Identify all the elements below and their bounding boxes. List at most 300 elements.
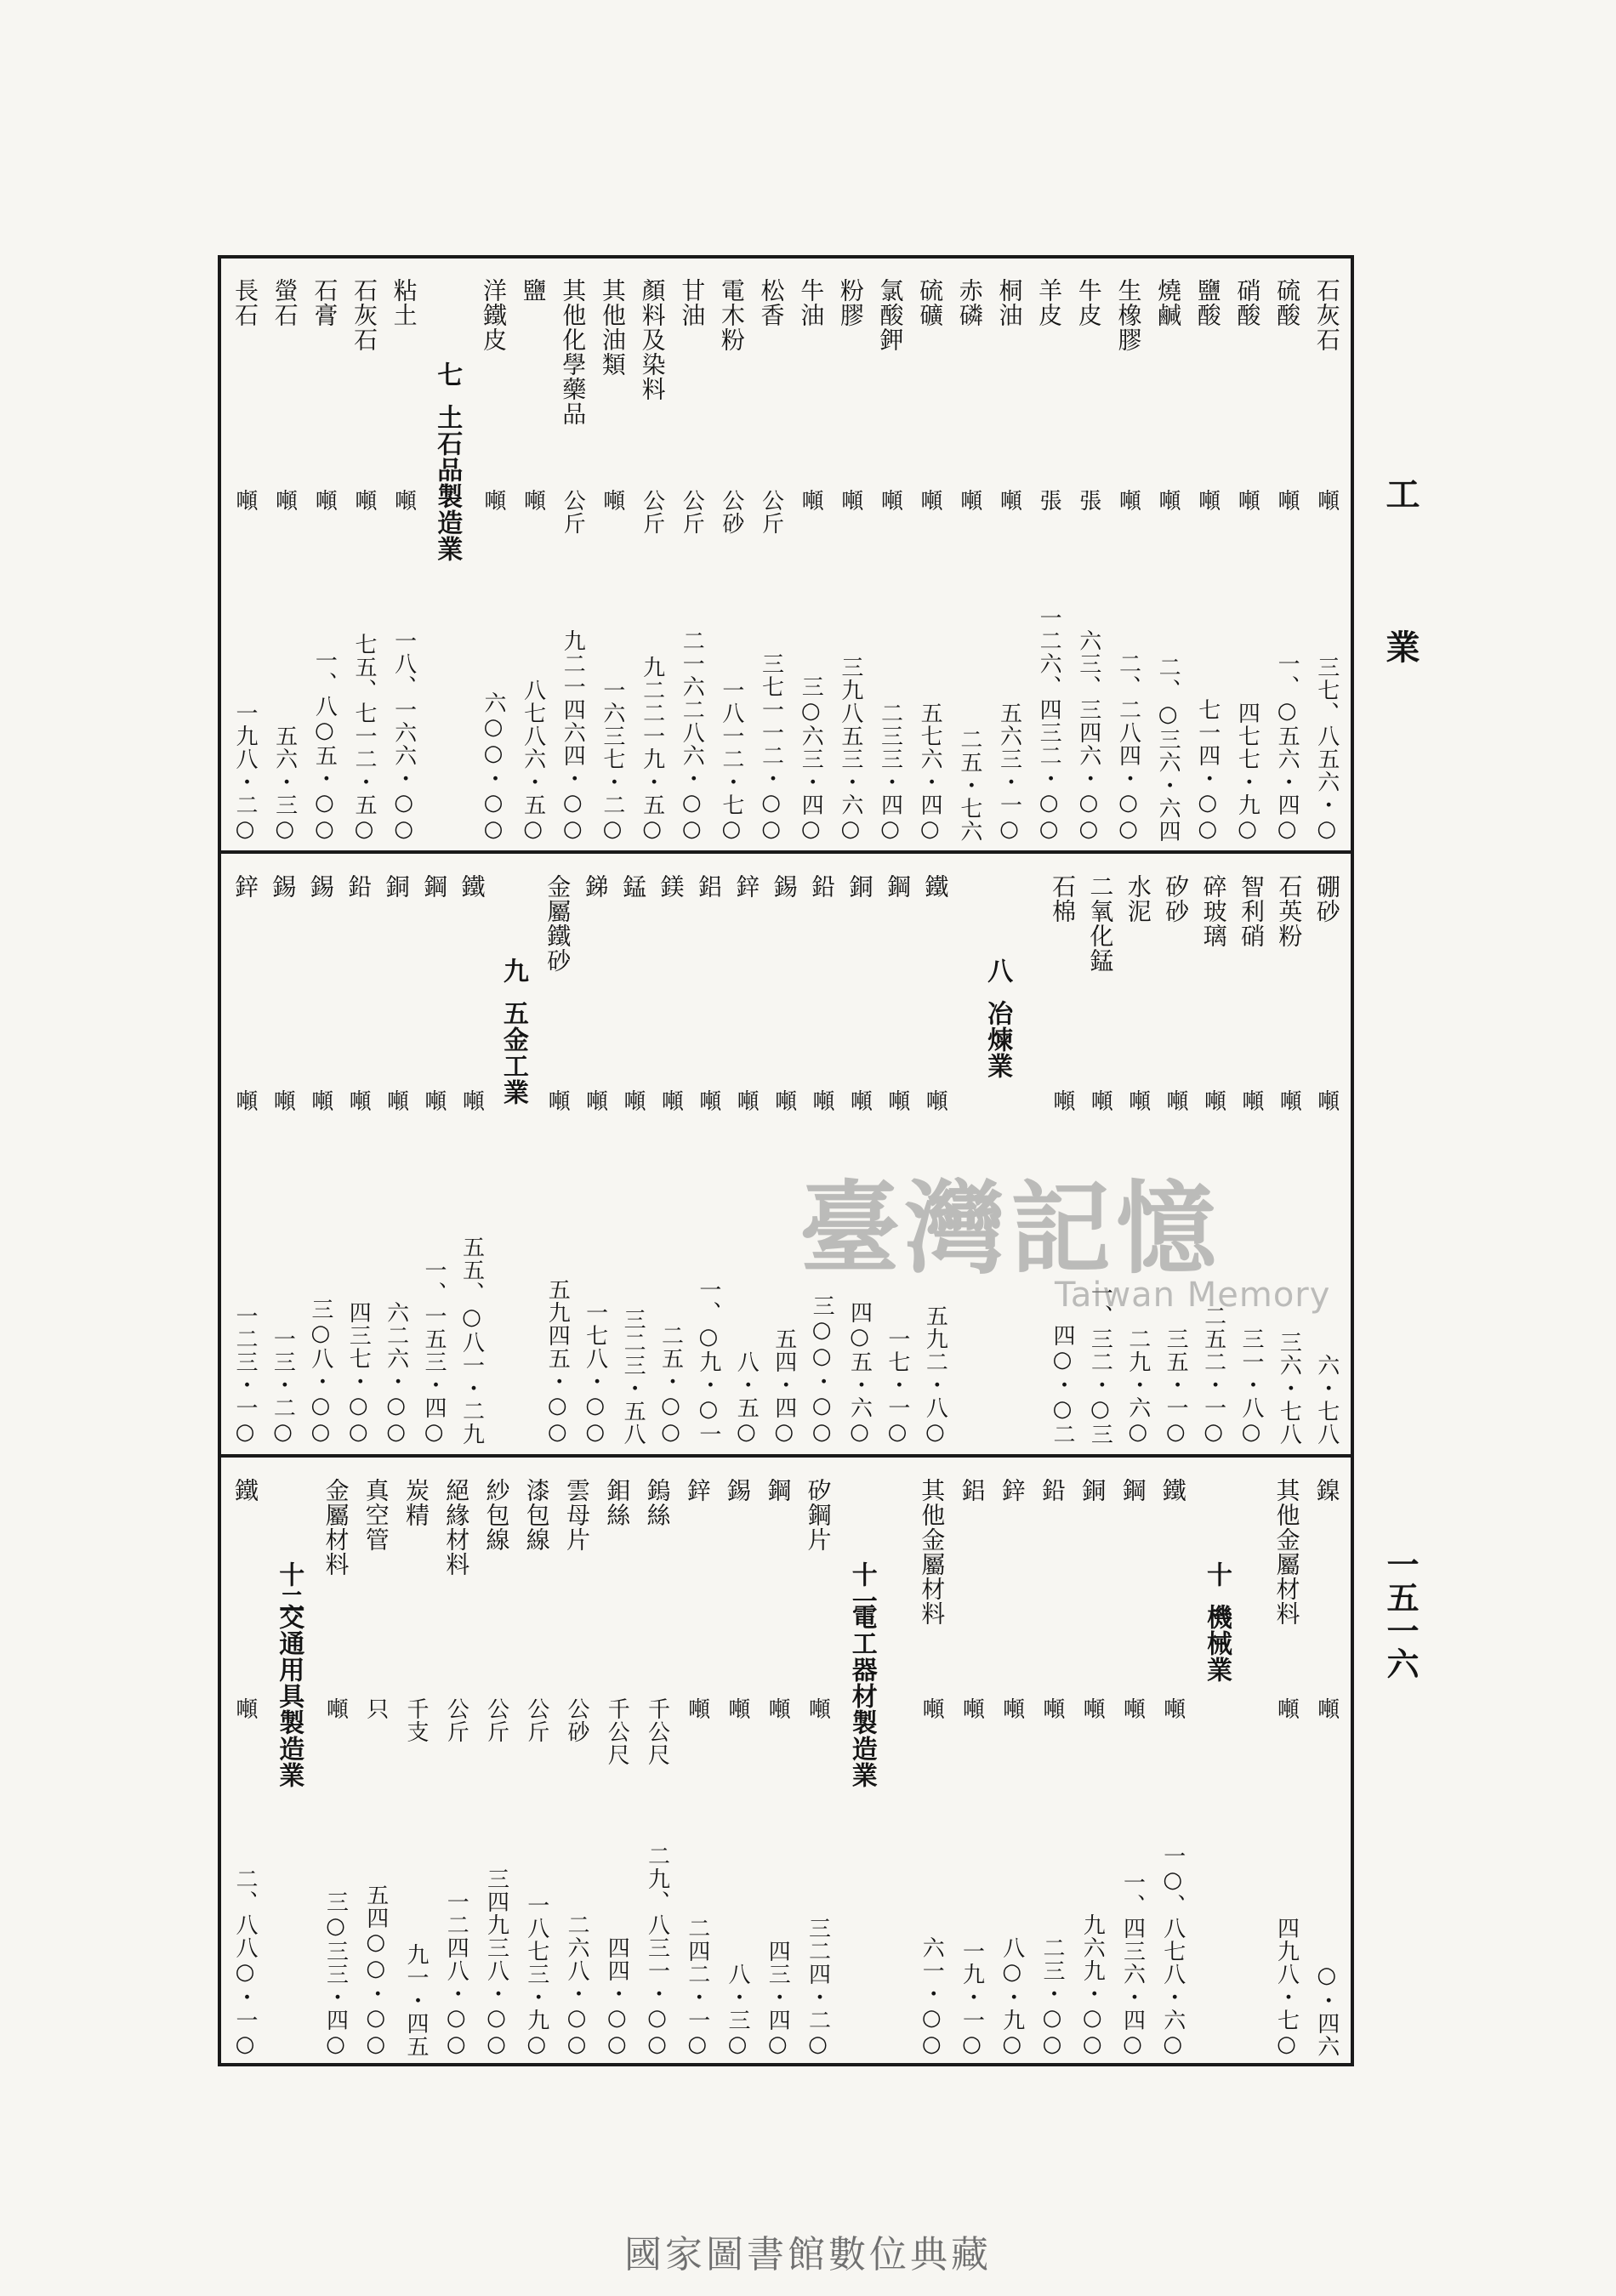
- material-name: 粉膠: [836, 278, 865, 327]
- quantity-value: 二、二八四・○○: [1115, 652, 1141, 843]
- section-title: 電工器材製造業: [846, 1604, 877, 1788]
- unit-label: 噸: [345, 1089, 372, 1112]
- table-row: [754, 259, 788, 848]
- watermark-cjk: 臺灣記憶: [799, 1169, 1222, 1287]
- material-name: 紗包線: [482, 1478, 511, 1552]
- quantity-value: 一二六、四三二・○○: [1036, 606, 1062, 843]
- table-row: [1197, 855, 1231, 1451]
- unit-label: 噸: [771, 1089, 797, 1112]
- table-row: [228, 259, 262, 848]
- quantity-value: 四○五・六○: [846, 1301, 873, 1446]
- unit-label: 噸: [1155, 489, 1181, 512]
- unit-label: 千支: [403, 1697, 429, 1743]
- quantity-value: 一、八○五・○○: [311, 649, 338, 843]
- material-name: 羊皮: [1035, 278, 1064, 327]
- quantity-value: 二五・○○: [657, 1324, 684, 1446]
- table-row: [995, 1459, 1029, 2063]
- unit-label: 噸: [1163, 1089, 1189, 1112]
- quantity-value: 三五・一○: [1163, 1327, 1189, 1446]
- quantity-value: 一八一二・七○: [718, 679, 744, 843]
- table-row: [680, 1459, 714, 2063]
- section-heading: [492, 855, 537, 1451]
- unit-label: 噸: [271, 489, 298, 512]
- material-name: 鐵: [921, 874, 950, 899]
- quantity-value: 五九二・八○: [922, 1304, 948, 1446]
- material-name: 矽砂: [1162, 874, 1191, 924]
- unit-label: 噸: [1313, 1697, 1340, 1720]
- quantity-value: 一八七三・九○: [523, 1894, 549, 2058]
- unit-label: 噸: [1194, 489, 1221, 512]
- table-row: [1270, 259, 1304, 848]
- unit-label: 噸: [1087, 1089, 1113, 1112]
- quantity-value: 二三三・四○: [877, 702, 903, 843]
- table-row: [439, 1459, 473, 2063]
- section-heading: [1196, 1459, 1240, 2063]
- table-row: [805, 855, 839, 1451]
- table-row: [918, 855, 952, 1451]
- material-name: 雲母片: [563, 1478, 591, 1552]
- quantity-value: 七五、七一二・五○: [350, 633, 377, 843]
- table-row: [1272, 855, 1306, 1451]
- table-row: [1158, 855, 1192, 1451]
- section-heading: [268, 1459, 312, 2063]
- unit-label: 噸: [1115, 489, 1141, 512]
- unit-label: 噸: [322, 1697, 349, 1720]
- category-label-top: 工: [1380, 476, 1420, 511]
- quantity-value: 三六・七八: [1276, 1331, 1302, 1446]
- unit-label: 噸: [232, 1697, 258, 1720]
- table-row: [520, 1459, 554, 2063]
- unit-label: 噸: [1200, 1089, 1226, 1112]
- table-row: [454, 855, 488, 1451]
- material-name: 硫酸: [1273, 278, 1302, 327]
- table-row: [595, 259, 629, 848]
- material-name: 螢石: [270, 278, 299, 327]
- unit-label: 公斤: [483, 1697, 509, 1743]
- table-row: [359, 1459, 393, 2063]
- unit-label: 噸: [232, 489, 258, 512]
- unit-label: 噸: [582, 1089, 608, 1112]
- unit-label: 噸: [390, 489, 417, 512]
- material-name: 粘土: [390, 278, 418, 327]
- watermark-en: Taiwan Memory: [1055, 1276, 1331, 1315]
- panel-bottom: [228, 1459, 1344, 2063]
- section-title: 交通用具製造業: [274, 1604, 304, 1788]
- unit-label: 噸: [620, 1089, 646, 1112]
- category-label-bottom: 業: [1380, 629, 1420, 664]
- quantity-value: 一、四三六・四○: [1119, 1871, 1146, 2058]
- material-name: 石棉: [1048, 874, 1077, 924]
- unit-label: 噸: [846, 1089, 873, 1112]
- unit-label: 噸: [1273, 1697, 1300, 1720]
- quantity-value: 二九、八三一・○○: [644, 1844, 670, 2058]
- table-row: [653, 855, 687, 1451]
- material-name: 硼砂: [1312, 874, 1341, 924]
- quantity-value: 九六九・○○: [1079, 1913, 1106, 2058]
- table-row: [729, 855, 763, 1451]
- material-name: 鹽酸: [1193, 278, 1222, 327]
- material-name: 石英粉: [1275, 874, 1304, 948]
- table-row: [480, 1459, 514, 2063]
- unit-label: 噸: [307, 1089, 333, 1112]
- table-row: [1270, 1459, 1304, 2063]
- quantity-value: 二、八八○・一○: [232, 1867, 258, 2058]
- table-row: [228, 855, 262, 1451]
- quantity-value: 一、三二・○三: [1087, 1282, 1113, 1446]
- section-number: 十: [1202, 1561, 1232, 1588]
- quantity-value: 一七八・○○: [582, 1301, 608, 1446]
- table-row: [319, 1459, 353, 2063]
- quantity-value: 一六三七・二○: [599, 679, 625, 843]
- material-name: 漆包線: [522, 1478, 551, 1552]
- material-name: 牛皮: [1074, 278, 1103, 327]
- panel-divider: [218, 850, 1354, 854]
- material-name: 鉛: [808, 874, 837, 899]
- unit-label: 張: [1036, 489, 1062, 512]
- material-name: 顏料及染料: [638, 278, 667, 401]
- unit-label: 噸: [809, 1089, 835, 1112]
- panel-divider: [218, 1454, 1354, 1458]
- material-name: 鋁: [958, 1478, 987, 1503]
- section-number: 八: [982, 958, 1013, 984]
- unit-label: 噸: [270, 1089, 296, 1112]
- unit-label: 公砂: [564, 1697, 589, 1743]
- quantity-value: 二九・六○: [1124, 1327, 1151, 1446]
- unit-label: 噸: [733, 1089, 760, 1112]
- unit-label: 噸: [1313, 1089, 1340, 1112]
- quantity-value: 六三、三四六・○○: [1075, 629, 1101, 843]
- unit-label: 公斤: [758, 489, 784, 535]
- quantity-value: 五七六・四○: [917, 702, 943, 843]
- quantity-value: 一九・一○: [959, 1940, 985, 2058]
- section-number: 十一: [846, 1561, 877, 1614]
- table-row: [794, 259, 828, 848]
- table-row: [560, 1459, 594, 2063]
- material-name: 其他油類: [598, 278, 627, 377]
- quantity-value: 二一六二八六・○○: [679, 629, 705, 843]
- table-row: [379, 855, 413, 1451]
- quantity-value: 七一四・○○: [1194, 698, 1221, 843]
- table-row: [1075, 1459, 1109, 2063]
- table-row: [399, 1459, 433, 2063]
- quantity-value: 一七・一○: [884, 1327, 910, 1446]
- quantity-value: 五四・四○: [771, 1327, 797, 1446]
- quantity-value: 三二三・五八: [620, 1308, 646, 1446]
- material-name: 鎂: [657, 874, 686, 899]
- unit-label: 噸: [877, 489, 903, 512]
- quantity-value: 三四九三八・○○: [483, 1867, 509, 2058]
- quantity-value: 六○○・○○: [480, 691, 506, 843]
- table-row: [1116, 1459, 1150, 2063]
- quantity-value: 一九八・二○: [232, 702, 258, 843]
- unit-label: 噸: [917, 489, 943, 512]
- unit-label: 噸: [684, 1697, 710, 1720]
- material-name: 鉛: [1038, 1478, 1067, 1503]
- table-row: [1151, 259, 1185, 848]
- unit-label: 噸: [798, 489, 824, 512]
- unit-label: 公斤: [560, 489, 586, 535]
- material-name: 鹽: [519, 278, 548, 303]
- material-name: 鋅: [998, 1478, 1027, 1503]
- material-name: 絕緣材料: [442, 1478, 471, 1577]
- section-title: 機械業: [1202, 1604, 1232, 1683]
- table-row: [1035, 1459, 1069, 2063]
- table-row: [880, 855, 914, 1451]
- quantity-value: 三九八五三・六○: [837, 656, 863, 843]
- material-name: 錫: [269, 874, 298, 899]
- material-name: 錫: [306, 874, 335, 899]
- section-title: 五金工業: [498, 1000, 528, 1105]
- section-number: 十二: [274, 1561, 304, 1614]
- quantity-value: 五九四五・○○: [544, 1278, 571, 1446]
- quantity-value: ○・四六: [1313, 1963, 1340, 2058]
- unit-label: 噸: [884, 1089, 910, 1112]
- section-heading: [976, 855, 1021, 1451]
- table-row: [635, 259, 669, 848]
- quantity-value: 九二一四六四・○○: [560, 629, 586, 843]
- panel-top: [228, 259, 1344, 848]
- material-name: 氯酸鉀: [876, 278, 905, 352]
- material-name: 其他化學藥品: [559, 278, 588, 426]
- unit-label: 張: [1075, 489, 1101, 512]
- material-name: 鉛: [344, 874, 373, 899]
- quantity-value: 一三・二○: [270, 1327, 296, 1446]
- unit-label: 噸: [1276, 1089, 1302, 1112]
- table-row: [714, 259, 748, 848]
- quantity-value: 三○○・○○: [809, 1294, 835, 1446]
- table-row: [341, 855, 375, 1451]
- table-row: [1310, 1459, 1344, 2063]
- material-name: 鋅: [231, 874, 259, 899]
- material-name: 鋼: [420, 874, 449, 899]
- unit-label: 只: [362, 1697, 389, 1720]
- unit-label: 噸: [837, 489, 863, 512]
- quantity-value: 三七一一二・○○: [758, 652, 784, 843]
- table-row: [1083, 855, 1117, 1451]
- quantity-value: 五五、○八一・二九: [458, 1236, 485, 1446]
- unit-label: 噸: [1039, 1697, 1065, 1720]
- table-row: [720, 1459, 754, 2063]
- quantity-value: 九二二一九・五○: [639, 656, 665, 843]
- material-name: 鋼: [1118, 1478, 1147, 1503]
- table-row: [1310, 259, 1344, 848]
- material-name: 鋼: [883, 874, 912, 899]
- table-row: [1230, 259, 1264, 848]
- material-name: 炭精: [402, 1478, 430, 1527]
- table-row: [992, 259, 1026, 848]
- material-name: 硝酸: [1233, 278, 1262, 327]
- unit-label: 噸: [1274, 489, 1300, 512]
- table-row: [555, 259, 589, 848]
- table-row: [1121, 855, 1155, 1451]
- material-name: 銅: [382, 874, 411, 899]
- table-row: [953, 259, 987, 848]
- quantity-value: 四三・四○: [765, 1940, 791, 2058]
- table-row: [955, 1459, 989, 2063]
- quantity-value: 三○八・○○: [307, 1298, 333, 1446]
- table-row: [843, 855, 877, 1451]
- material-name: 牛油: [797, 278, 826, 327]
- quantity-value: 八七八六・五○: [520, 679, 546, 843]
- table-row: [801, 1459, 835, 2063]
- material-name: 錫: [770, 874, 799, 899]
- material-name: 矽鋼片: [804, 1478, 833, 1552]
- unit-label: 公斤: [443, 1697, 469, 1743]
- material-name: 甘油: [678, 278, 707, 327]
- unit-label: 公斤: [523, 1697, 549, 1743]
- unit-label: 噸: [805, 1697, 831, 1720]
- material-name: 銅: [1078, 1478, 1107, 1503]
- table-row: [1191, 259, 1225, 848]
- table-row: [265, 855, 299, 1451]
- material-name: 長石: [231, 278, 259, 327]
- unit-label: 噸: [956, 489, 982, 512]
- quantity-value: 三二四・二○: [805, 1917, 831, 2058]
- quantity-value: 一二四八・○○: [443, 1890, 469, 2058]
- table-row: [387, 259, 421, 848]
- column-spacer: [956, 855, 973, 1451]
- unit-label: 噸: [1159, 1697, 1186, 1720]
- unit-label: 噸: [765, 1697, 791, 1720]
- unit-label: 噸: [657, 1089, 684, 1112]
- quantity-value: 一、○九・○一: [695, 1278, 721, 1446]
- quantity-value: 二、○三六・六四: [1155, 656, 1181, 843]
- quantity-value: 四七七・九○: [1234, 702, 1260, 843]
- material-name: 石膏: [310, 278, 339, 327]
- material-name: 鋁: [694, 874, 723, 899]
- material-name: 松香: [757, 278, 786, 327]
- section-number: 七: [432, 361, 463, 388]
- quantity-value: 三七、八五六・○: [1313, 656, 1340, 843]
- section-number: 九: [498, 958, 528, 984]
- material-name: 鐵: [1158, 1478, 1187, 1503]
- quantity-value: 四九八・七○: [1273, 1917, 1300, 2058]
- table-row: [347, 259, 381, 848]
- quantity-value: 二五・七六: [956, 728, 982, 843]
- table-row: [913, 259, 947, 848]
- material-name: 石灰石: [1312, 278, 1341, 352]
- material-name: 電木粉: [717, 278, 746, 352]
- quantity-value: 八・三○: [725, 1963, 750, 2058]
- table-row: [1310, 855, 1344, 1451]
- material-name: 鉬絲: [603, 1478, 632, 1527]
- unit-label: 噸: [544, 1089, 571, 1112]
- unit-label: 公斤: [639, 489, 665, 535]
- material-name: 智利硝: [1237, 874, 1266, 948]
- material-name: 銻: [581, 874, 610, 899]
- material-name: 桐油: [995, 278, 1024, 327]
- material-name: 鋅: [732, 874, 761, 899]
- material-name: 碎玻璃: [1199, 874, 1228, 948]
- quantity-value: 五四○○・○○: [362, 1884, 389, 2058]
- material-name: 其他金屬材料: [918, 1478, 947, 1626]
- unit-label: 噸: [520, 489, 546, 512]
- unit-label: 噸: [1234, 489, 1260, 512]
- table-row: [914, 1459, 948, 2063]
- material-name: 鋅: [683, 1478, 712, 1503]
- table-row: [304, 855, 338, 1451]
- section-heading: [426, 259, 470, 848]
- section-heading: [841, 1459, 885, 2063]
- unit-label: 噸: [458, 1089, 485, 1112]
- quantity-value: 二五二・一○: [1200, 1304, 1226, 1446]
- quantity-value: 五六・三○: [271, 725, 298, 843]
- table-row: [307, 259, 341, 848]
- column-spacer: [891, 1459, 908, 2063]
- material-name: 銅: [845, 874, 874, 899]
- unit-label: 噸: [725, 1697, 750, 1720]
- unit-label: 公砂: [718, 489, 744, 535]
- quantity-value: 四三七・○○: [345, 1301, 372, 1446]
- unit-label: 噸: [1079, 1697, 1106, 1720]
- table-row: [616, 855, 650, 1451]
- quantity-value: 一、○五六・四○: [1274, 652, 1300, 843]
- material-name: 燒鹹: [1154, 278, 1183, 327]
- table-row: [1045, 855, 1079, 1451]
- unit-label: 噸: [350, 489, 377, 512]
- table-row: [228, 1459, 262, 2063]
- material-name: 鐵: [231, 1478, 259, 1503]
- table-row: [516, 259, 550, 848]
- quantity-value: 四○・○二: [1049, 1324, 1075, 1446]
- unit-label: 噸: [311, 489, 338, 512]
- table-row: [540, 855, 574, 1451]
- unit-label: 噸: [232, 1089, 258, 1112]
- quantity-value: 二四二・一○: [684, 1917, 710, 2058]
- column-spacer: [1246, 1459, 1263, 2063]
- section-title: 土石品製造業: [432, 404, 463, 562]
- quantity-value: 九一・四五: [403, 1943, 429, 2058]
- material-name: 生橡膠: [1114, 278, 1143, 352]
- quantity-value: 六・七八: [1313, 1354, 1340, 1446]
- material-name: 金屬鐵砂: [543, 874, 572, 973]
- section-title: 冶煉業: [982, 1000, 1013, 1079]
- material-name: 鎢絲: [643, 1478, 672, 1527]
- unit-label: 公斤: [679, 489, 705, 535]
- material-name: 硫礦: [916, 278, 945, 327]
- quantity-value: 八○・九○: [999, 1936, 1025, 2058]
- material-name: 水泥: [1124, 874, 1152, 924]
- unit-label: 噸: [695, 1089, 721, 1112]
- unit-label: 噸: [421, 1089, 447, 1112]
- quantity-value: 一、一五三・四○: [421, 1259, 447, 1446]
- unit-label: 噸: [1049, 1089, 1075, 1112]
- table-row: [268, 259, 302, 848]
- table-row: [578, 855, 612, 1451]
- quantity-value: 五六三・一○: [996, 702, 1022, 843]
- quantity-value: 三○六三・四○: [798, 675, 824, 843]
- unit-label: 噸: [1119, 1697, 1146, 1720]
- quantity-value: 三一・八○: [1238, 1327, 1264, 1446]
- material-name: 鋼: [764, 1478, 793, 1503]
- unit-label: 千公尺: [604, 1697, 630, 1766]
- quantity-value: 八・五○: [733, 1350, 760, 1446]
- table-row: [1032, 259, 1066, 848]
- table-row: [691, 855, 725, 1451]
- table-row: [873, 259, 908, 848]
- material-name: 金屬材料: [321, 1478, 350, 1577]
- material-name: 鎳: [1312, 1478, 1341, 1503]
- quantity-value: 六二六・○○: [383, 1301, 409, 1446]
- material-name: 錳: [619, 874, 648, 899]
- unit-label: 噸: [1238, 1089, 1264, 1112]
- table-row: [476, 259, 510, 848]
- table-row: [1234, 855, 1268, 1451]
- unit-label: 噸: [996, 489, 1022, 512]
- table-row: [600, 1459, 634, 2063]
- table-row: [417, 855, 451, 1451]
- table-row: [1111, 259, 1145, 848]
